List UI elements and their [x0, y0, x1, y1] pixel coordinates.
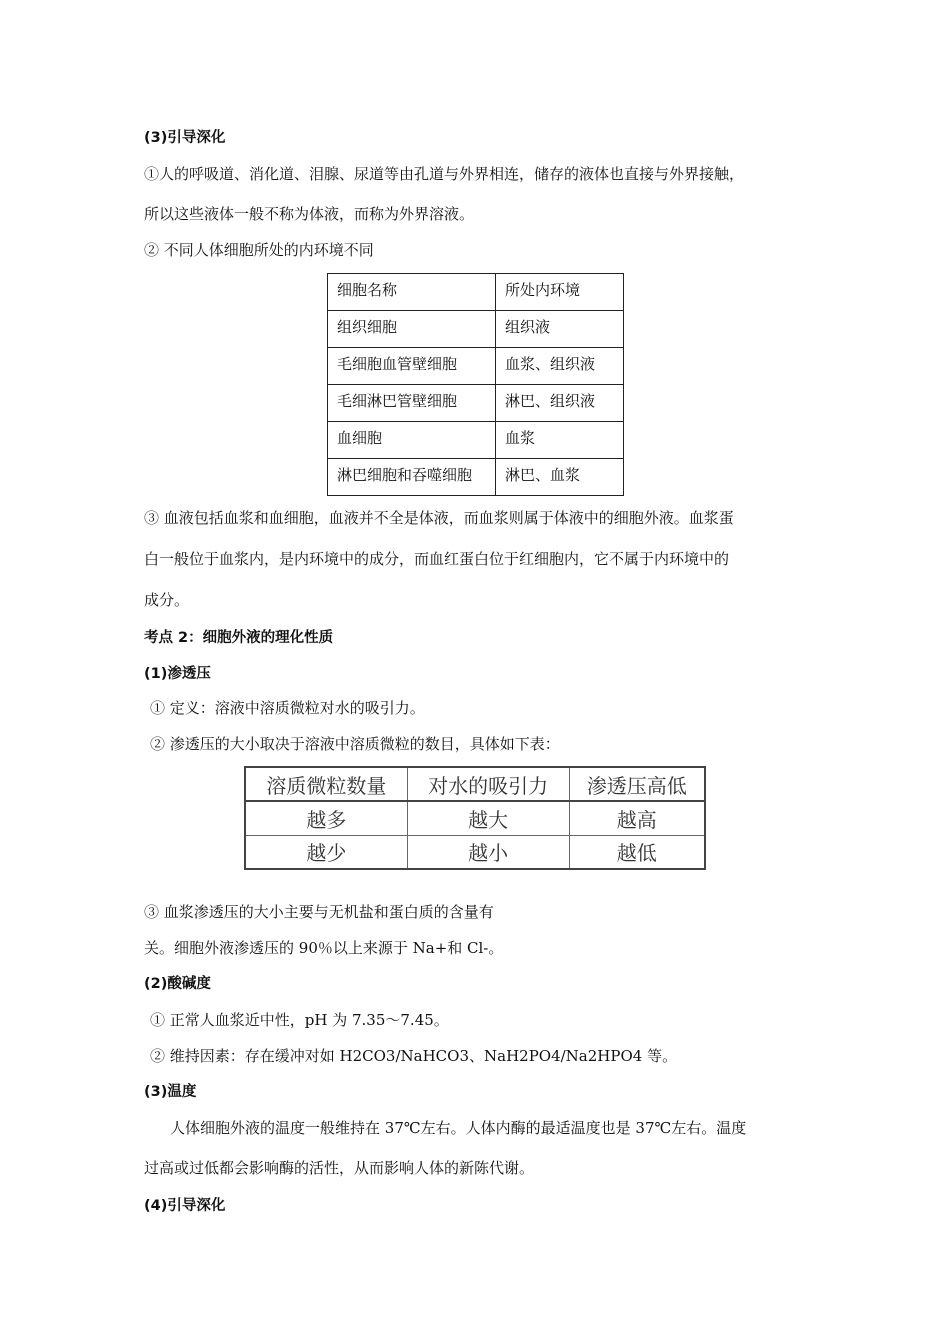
- paragraph-3-line-2: 白一般位于血浆内，是内环境中的成分，而血红蛋白位于红细胞内，它不属于内环境中的: [144, 550, 730, 568]
- osmotic-pressure-table: [244, 766, 706, 870]
- table-cell: 细胞名称: [328, 274, 496, 311]
- table-row: [246, 835, 704, 868]
- table-cell: 越大: [407, 801, 569, 835]
- table-cell: 血细胞: [328, 422, 496, 459]
- table-row: [328, 348, 624, 385]
- table-cell: 淋巴、组织液: [496, 385, 624, 422]
- table-cell: 淋巴、血浆: [496, 459, 624, 496]
- table-cell: 越高: [569, 801, 704, 835]
- section-heading-acidity: (2)酸碱度: [144, 976, 211, 992]
- table-cell: 渗透压高低: [569, 768, 704, 801]
- paragraph-1-line-2: 所以这些液体一般不称为体液，而称为外界溶液。: [144, 205, 475, 223]
- paragraph-3-line-1: ③ 血液包括血浆和血细胞，血液并不全是体液，而血浆则属于体液中的细胞外液。血浆蛋: [144, 509, 734, 527]
- temperature-line-2: 过高或过低都会影响酶的活性，从而影响人体的新陈代谢。: [144, 1159, 535, 1177]
- ph-point-2: ② 维持因素：存在缓冲对如 H2CO3/NaHCO3、NaH2PO4/Na2HPO4 等。: [150, 1047, 678, 1065]
- table-cell: 组织液: [496, 311, 624, 348]
- table-row: [246, 801, 704, 835]
- table-row: [328, 459, 624, 496]
- osmotic-definition: ① 定义：溶液中溶质微粒对水的吸引力。: [150, 699, 425, 717]
- paragraph-3-line-3: 成分。: [144, 591, 190, 609]
- table-cell: 溶质微粒数量: [246, 768, 407, 801]
- table-row: [246, 768, 704, 801]
- section-heading-temperature: (3)温度: [144, 1084, 197, 1100]
- table-cell: 血浆、组织液: [496, 348, 624, 385]
- table-row: [328, 422, 624, 459]
- ph-point-1: ① 正常人血浆近中性，pH 为 7.35～7.45。: [150, 1011, 449, 1029]
- table-row: [328, 385, 624, 422]
- section-heading-key-point-2: 考点 2：细胞外液的理化性质: [144, 630, 334, 646]
- table-cell: 毛细胞血管壁细胞: [328, 348, 496, 385]
- section-heading-guide-deepen-4: (4)引导深化: [144, 1198, 226, 1214]
- section-heading-guide-deepen-3: (3)引导深化: [144, 130, 226, 146]
- table-cell: 越少: [246, 835, 407, 868]
- table-cell: 对水的吸引力: [407, 768, 569, 801]
- osmotic-paragraph-3-line-2: 关。细胞外液渗透压的 90％以上来源于 Na+和 Cl-。: [144, 939, 504, 957]
- table-cell: 毛细淋巴管壁细胞: [328, 385, 496, 422]
- osmotic-paragraph-3-line-1: ③ 血浆渗透压的大小主要与无机盐和蛋白质的含量有: [144, 903, 494, 921]
- table-cell: 所处内环境: [496, 274, 624, 311]
- osmotic-size-intro: ② 渗透压的大小取决于溶液中溶质微粒的数目，具体如下表：: [150, 735, 560, 753]
- paragraph-1-line-1: ①人的呼吸道、消化道、泪腺、尿道等由孔道与外界相连，储存的液体也直接与外界接触，: [144, 165, 745, 183]
- section-heading-osmotic-pressure: (1)渗透压: [144, 666, 211, 682]
- table-cell: 血浆: [496, 422, 624, 459]
- table-cell: 越多: [246, 801, 407, 835]
- table-cell: 淋巴细胞和吞噬细胞: [328, 459, 496, 496]
- table-row: [328, 311, 624, 348]
- table-row: [328, 274, 624, 311]
- table-cell: 组织细胞: [328, 311, 496, 348]
- temperature-line-1: 人体细胞外液的温度一般维持在 37℃左右。人体内酶的最适温度也是 37℃左右。温度: [170, 1119, 747, 1137]
- table-cell: 越小: [407, 835, 569, 868]
- cell-environment-table: [327, 273, 624, 496]
- table-cell: 越低: [569, 835, 704, 868]
- paragraph-2: ② 不同人体细胞所处的内环境不同: [144, 241, 374, 259]
